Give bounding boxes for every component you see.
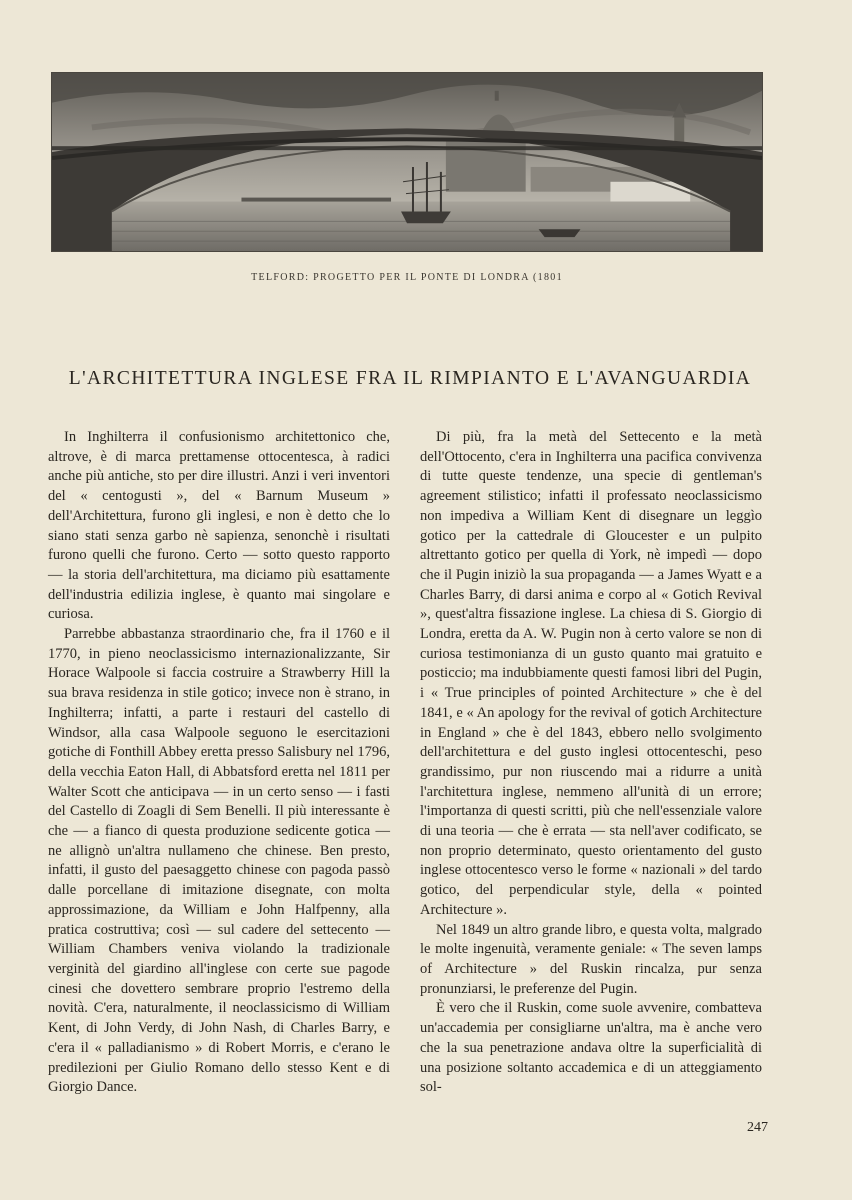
paragraph: Parrebbe abbastanza straordinario che, fra il 1760 e il 1770, in pieno neoclassicismo internazionalizzante, Sir Horace Walpoole si faccia costruire a Strawberry Hill la sua brava residenza in stile gotico; invece non è strano, in Inghilterra; infatti, a parte i restauri del castello di Windsor, alla casa Walpoole seguono le esercitazioni gotiche di Fonthill Abbey eretta presso Salisbury nel 1796, della vecchia Eaton Hall, di Abbatsford eretta nel 1811 per Walter Scott che anticipava — in un certo senso — i fasti del Castello di Zoagli di Sem Benelli. Il più interessante è che — a fianco di questa produzione sedicente gotica — ne allignò un'altra nullameno che chinese. Ben presto, infatti, il gusto del paesaggetto chinese con pagoda passò dalle porcellane di imitazione disegnate, con molta approssimazione, da William e John Halfpenny, alla pratica costruttiva; così — sul cadere del settecento — William Chambers veniva violando la tradizionale verginità del giardino all'inglese con certe sue pagode cinesi che dovettero sembrare proprio l'estremo della novità. C'era, naturalmente, il neoclassicismo di William Kent, di John Verdy, di John Nash, di Charles Barry, e c'era il « palladianismo » di Robert Morris, e c'erano le predilezioni per Giulio Romano dello stesso Kent e di Giorgio Dance. <box>48 626 390 1096</box>
paragraph: Nel 1849 un altro grande libro, e questa volta, malgrado le molte ingenuità, veramente geniale: « The seven lamps of Architecture » del Ruskin rincalza, pur senza pronunziarsi, le preferenze del Pugin. <box>420 921 762 997</box>
right-column <box>420 428 762 1098</box>
left-column <box>48 428 390 1098</box>
bridge-illustration <box>52 73 762 251</box>
bridge-engraving <box>51 72 763 252</box>
page-number: 247 <box>747 1120 768 1135</box>
paragraph: Di più, fra la metà del Settecento e la metà dell'Ottocento, c'era in Inghilterra una pacifica convivenza di tutte queste tendenze, una specie di gentleman's agreement stilistico; infatti il professato neoclassicismo non impediva a William Kent di disegnare un leggìo gotico per la cattedrale di Gloucester e un pulpito altrettanto gotico per quella di York, nè impedì — dopo che il Pugin iniziò la sua propaganda — a James Wyatt e a Charles Barry, di darsi anima e corpo al « Gotich Revival », quest'altra fissazione inglese. La chiesa di S. Giorgio di Londra, eretta da A. W. Pugin non à certo valore se non di curiosa testimonianza di un gusto quanto mai gratuito e posticcio; ma indubbiamente questi famosi libri del Pugin, i « True principles of pointed Architecture » che è del 1841, e « An apology for the revival of gotich Architecture in England » che è del 1843, ebbero nello svolgimento dell'architettura e del gusto inglesi ottocenteschi, peso grandissimo, pur non riuscendo mai a ridurre a unità l'architettura inglese, nemmeno all'unità di un errore; l'importanza di questi scritti, più che nell'essenziale valore di una teoria — che è errata — sta nell'aver codificato, se non proprio determinato, questo orientamento del gusto inglese ottocentesco verso le forme « nazionali » del tardo gotico, del perpendicular style, della « pointed Architecture ». <box>420 429 762 918</box>
paragraph: È vero che il Ruskin, come suole avvenire, combatteva un'accademia per consigliarne un'altra, ma è anche vero che la sua penetrazione andava oltre la superficialità di una posizione soltanto accademica e di un atteggiamento sol- <box>420 1000 762 1096</box>
article-title: L'ARCHITETTURA INGLESE FRA IL RIMPIANTO E L'AVANGUARDIA <box>68 368 752 389</box>
paragraph: In Inghilterra il confusionismo architettonico che, altrove, è di marca prettamense ottocentesca, à radici anche più antiche, sto per dire illustri. Anzi i veri inventori del « centogusti », del « Barnum Museum » dell'Architettura, furono gli inglesi, e non è detto che lo siano stati senza garbo nè sapienza, senonchè i risultati furono quelli che furono. Certo — sotto questo rapporto — la storia dell'architettura, ma diciamo più esattamente dell'industria edilizia inglese, è quanto mai singolare e curiosa. <box>48 429 390 623</box>
figure-caption: TELFORD: PROGETTO PER IL PONTE DI LONDRA (1801 <box>251 272 563 283</box>
